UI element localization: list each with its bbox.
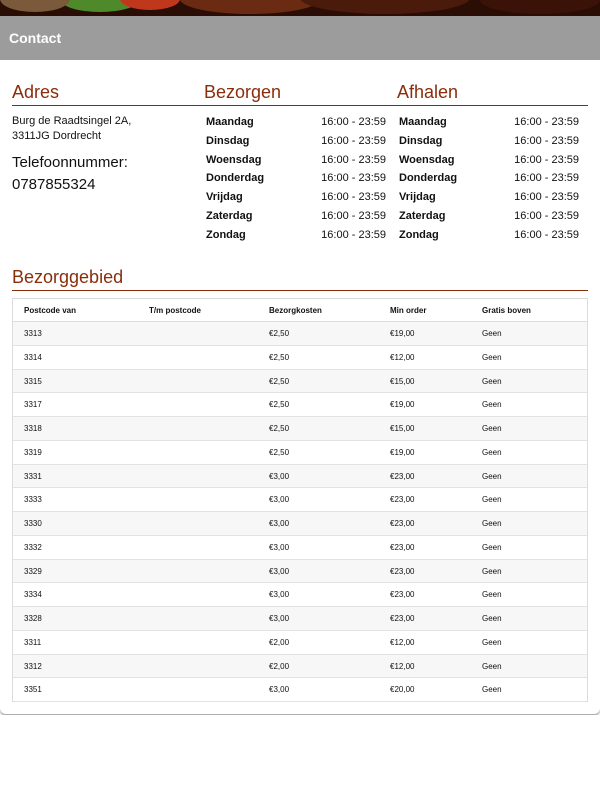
day-label: Vrijdag — [206, 191, 243, 204]
table-row — [13, 560, 587, 584]
postcode-from: 3331 — [24, 471, 42, 481]
time-value: 16:00 - 23:59 — [321, 153, 386, 166]
postcode-from: 3314 — [24, 352, 42, 362]
time-value: 16:00 - 23:59 — [321, 228, 386, 241]
column-header: Gratis boven — [482, 306, 531, 315]
hours-row — [206, 135, 386, 154]
postcode-from: 3330 — [24, 519, 42, 528]
postcode-from: 3317 — [24, 400, 42, 410]
min-order: €20,00 — [390, 685, 415, 695]
free-above: Geen — [482, 400, 502, 410]
hours-row — [206, 116, 386, 135]
table-row — [13, 607, 587, 631]
free-above: Geen — [482, 471, 502, 481]
min-order: €23,00 — [390, 471, 415, 481]
day-label: Zondag — [399, 228, 439, 241]
table-row — [13, 370, 587, 394]
min-order: €23,00 — [390, 614, 415, 623]
min-order: €15,00 — [390, 376, 415, 386]
time-value: 16:00 - 23:59 — [514, 209, 579, 222]
hero-banner-image — [0, 0, 600, 16]
hours-row — [206, 172, 386, 191]
min-order: €19,00 — [390, 447, 415, 457]
delivery-cost: €3,00 — [269, 566, 290, 576]
address-street: Burg de Raadtsingel 2A, — [12, 115, 132, 127]
delivery-cost: €2,00 — [269, 661, 290, 671]
free-above: Geen — [482, 685, 502, 695]
table-row — [13, 393, 587, 417]
day-label: Zondag — [206, 228, 246, 241]
delivery-cost: €2,50 — [269, 352, 290, 362]
time-value: 16:00 - 23:59 — [514, 153, 579, 166]
hours-row — [399, 229, 579, 248]
table-header — [13, 299, 587, 322]
free-above: Geen — [482, 447, 502, 457]
table-row — [13, 631, 587, 655]
postcode-from: 3318 — [24, 424, 42, 433]
free-above: Geen — [482, 566, 502, 576]
delivery-cost: €2,50 — [269, 400, 290, 410]
free-above: Geen — [482, 542, 502, 552]
day-label: Dinsdag — [206, 134, 250, 147]
min-order: €12,00 — [390, 661, 415, 671]
delivery-area-heading: Bezorggebied — [12, 267, 124, 287]
delivery-cost: €2,00 — [269, 637, 290, 647]
hours-row — [206, 210, 386, 229]
table-row — [13, 583, 587, 607]
table-row — [13, 488, 587, 512]
table-row — [13, 322, 587, 346]
free-above: Geen — [482, 352, 502, 362]
time-value: 16:00 - 23:59 — [321, 172, 386, 185]
min-order: €23,00 — [390, 495, 415, 505]
time-value: 16:00 - 23:59 — [321, 209, 386, 222]
header-divider — [12, 105, 588, 106]
postcode-from: 3313 — [24, 329, 42, 338]
column-header: Min order — [390, 306, 427, 315]
pickup-hours-list — [399, 116, 579, 248]
free-above: Geen — [482, 424, 502, 433]
hours-row — [206, 154, 386, 173]
time-value: 16:00 - 23:59 — [321, 191, 386, 204]
time-value: 16:00 - 23:59 — [321, 134, 386, 147]
postcode-from: 3315 — [24, 376, 42, 386]
delivery-cost: €2,50 — [269, 447, 290, 457]
postcode-from: 3333 — [24, 495, 42, 505]
hours-row — [399, 116, 579, 135]
delivery-hours-list — [206, 116, 386, 248]
day-label: Dinsdag — [399, 134, 443, 147]
day-label: Woensdag — [206, 153, 262, 166]
time-value: 16:00 - 23:59 — [514, 228, 579, 241]
phone-number[interactable]: 0787855324 — [12, 176, 96, 193]
hours-row — [399, 154, 579, 173]
section-header-bar — [0, 16, 600, 60]
delivery-cost: €3,00 — [269, 590, 290, 600]
free-above: Geen — [482, 376, 502, 386]
area-divider — [12, 290, 588, 291]
hours-row — [206, 191, 386, 210]
day-label: Zaterdag — [206, 209, 253, 222]
min-order: €12,00 — [390, 637, 415, 647]
time-value: 16:00 - 23:59 — [514, 191, 579, 204]
delivery-cost: €2,50 — [269, 376, 290, 386]
free-above: Geen — [482, 329, 502, 338]
free-above: Geen — [482, 495, 502, 505]
day-label: Maandag — [399, 116, 447, 128]
postcode-from: 3311 — [24, 637, 42, 647]
day-label: Maandag — [206, 116, 254, 128]
postcode-from: 3329 — [24, 566, 42, 576]
table-row — [13, 417, 587, 441]
time-value: 16:00 - 23:59 — [321, 116, 386, 128]
min-order: €12,00 — [390, 352, 415, 362]
delivery-cost: €3,00 — [269, 542, 290, 552]
delivery-cost: €3,00 — [269, 614, 290, 623]
column-header: T/m postcode — [149, 306, 202, 315]
free-above: Geen — [482, 614, 502, 623]
address-city: 3311JG Dordrecht — [12, 130, 102, 142]
postcode-from: 3328 — [24, 614, 42, 623]
hours-row — [399, 172, 579, 191]
min-order: €19,00 — [390, 400, 415, 410]
day-label: Woensdag — [399, 153, 455, 166]
min-order: €23,00 — [390, 590, 415, 600]
table-row — [13, 465, 587, 489]
table-row — [13, 441, 587, 465]
hours-row — [399, 210, 579, 229]
postcode-from: 3319 — [24, 447, 42, 457]
time-value: 16:00 - 23:59 — [514, 172, 579, 185]
postcode-from: 3312 — [24, 661, 42, 671]
delivery-heading: Bezorgen — [204, 82, 282, 102]
delivery-cost: €2,50 — [269, 329, 290, 338]
day-label: Zaterdag — [399, 209, 446, 222]
hours-row — [399, 135, 579, 154]
table-row — [13, 536, 587, 560]
delivery-cost: €2,50 — [269, 424, 290, 433]
table-row — [13, 512, 587, 536]
free-above: Geen — [482, 637, 502, 647]
day-label: Vrijdag — [399, 191, 436, 204]
min-order: €19,00 — [390, 329, 415, 338]
table-row — [13, 346, 587, 370]
postcode-from: 3334 — [24, 590, 42, 600]
time-value: 16:00 - 23:59 — [514, 116, 579, 128]
free-above: Geen — [482, 590, 502, 600]
delivery-cost: €3,00 — [269, 471, 290, 481]
delivery-cost: €3,00 — [269, 519, 290, 528]
free-above: Geen — [482, 661, 502, 671]
free-above: Geen — [482, 519, 502, 528]
column-header: Bezorgkosten — [269, 306, 322, 315]
postcode-from: 3332 — [24, 542, 42, 552]
phone-label: Telefoonnummer: — [12, 154, 128, 171]
delivery-area-table — [12, 298, 588, 702]
delivery-cost: €3,00 — [269, 685, 290, 695]
day-label: Donderdag — [399, 172, 458, 185]
address-heading: Adres — [12, 82, 60, 102]
day-label: Donderdag — [206, 172, 265, 185]
delivery-cost: €3,00 — [269, 495, 290, 505]
table-row — [13, 655, 587, 679]
page-footer-space — [0, 715, 600, 800]
hours-row — [399, 191, 579, 210]
page-title: Contact — [9, 30, 62, 46]
postcode-from: 3351 — [24, 685, 42, 695]
hours-row — [206, 229, 386, 248]
table-body — [13, 322, 587, 702]
pickup-heading: Afhalen — [397, 82, 459, 102]
min-order: €23,00 — [390, 519, 415, 528]
min-order: €23,00 — [390, 566, 415, 576]
time-value: 16:00 - 23:59 — [514, 134, 579, 147]
min-order: €15,00 — [390, 424, 415, 433]
column-header: Postcode van — [24, 306, 77, 315]
table-row — [13, 678, 587, 702]
min-order: €23,00 — [390, 542, 415, 552]
